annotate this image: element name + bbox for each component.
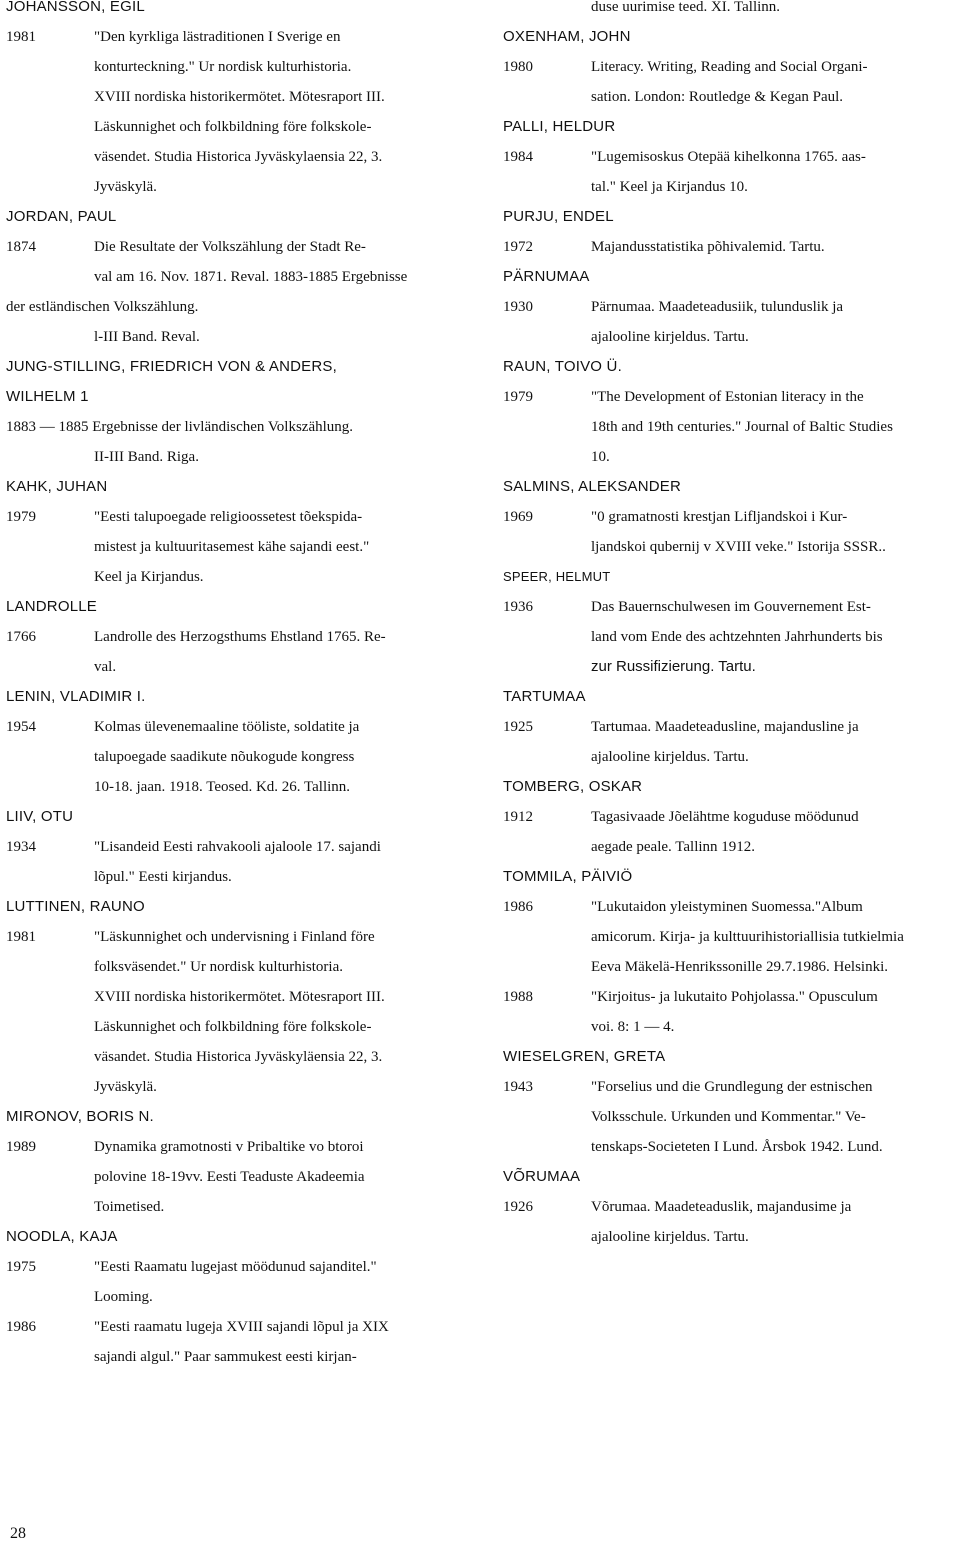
bibliography-entry xyxy=(6,1252,466,1282)
entry-continuation: väsandet. Studia Historica Jyväskyläensia 22, 3. xyxy=(94,1049,383,1065)
bibliography-entry xyxy=(6,502,466,532)
author-heading: LUTTINEN, RAUNO xyxy=(6,898,145,915)
entry-continuation: II-III Band. Riga. xyxy=(94,449,199,465)
bibliography-entry xyxy=(503,382,953,412)
bibliography-entry xyxy=(6,22,466,52)
bibliography-entry xyxy=(6,1132,466,1162)
entry-continuation: väsendet. Studia Historica Jyväskylaensia 22, 3. xyxy=(94,149,383,165)
entry-text: "Eesti raamatu lugeja XVIII sajandi lõpul ja XIX xyxy=(94,1319,389,1335)
entry-continuation: Volksschule. Urkunden und Kommentar." Ve- xyxy=(591,1109,866,1125)
entry-year: 1988 xyxy=(503,989,533,1005)
bibliography-entry xyxy=(503,232,953,262)
entry-text: "Eesti Raamatu lugejast möödunud sajanditel." xyxy=(94,1259,377,1275)
entry-text: "Forselius und die Grundlegung der estnischen xyxy=(591,1079,873,1095)
author-heading: OXENHAM, JOHN xyxy=(503,28,631,45)
entry-year: 1980 xyxy=(503,59,533,75)
bibliography-entry xyxy=(6,832,466,862)
entry-continuation: XVIII nordiska historikermötet. Mötesraport III. xyxy=(94,989,385,1005)
author-heading: MIRONOV, BORIS N. xyxy=(6,1108,154,1125)
left-column xyxy=(6,0,466,1372)
entry-continuation: ajalooline kirjeldus. Tartu. xyxy=(591,1229,749,1245)
entry-text: "Lisandeid Eesti rahvakooli ajaloole 17. sajandi xyxy=(94,839,381,855)
author-heading: TOMMILA, PÄIVIÖ xyxy=(503,868,633,885)
entry-year: 1912 xyxy=(503,809,533,825)
author-heading: SPEER, HELMUT xyxy=(503,569,611,584)
entry-year: 1986 xyxy=(503,899,533,915)
entry-year: 1972 xyxy=(503,239,533,255)
bibliography-entry xyxy=(503,292,953,322)
entry-continuation: Jyväskylä. xyxy=(94,1079,157,1095)
entry-text: "Läskunnighet och undervisning i Finland före xyxy=(94,929,375,945)
entry-text: "The Development of Estonian literacy in the xyxy=(591,389,864,405)
entry-year: 1926 xyxy=(503,1199,533,1215)
entry-continuation: tenskaps-Societeten I Lund. Årsbok 1942. Lund. xyxy=(591,1139,883,1155)
entry-text: Tartumaa. Maadeteadusline, majandusline ja xyxy=(591,719,859,735)
entry-continuation: val. xyxy=(94,659,117,675)
author-heading: LENIN, VLADIMIR I. xyxy=(6,688,146,705)
entry-text: Das Bauernschulwesen im Gouvernement Est- xyxy=(591,599,871,615)
entry-text: Tagasivaade Jõelähtme koguduse möödunud xyxy=(591,809,859,825)
entry-year: 1969 xyxy=(503,509,533,525)
entry-year: 1981 xyxy=(6,929,36,945)
entry-continuation: duse uurimise teed. XI. Tallinn. xyxy=(591,0,781,15)
entry-continuation: 10-18. jaan. 1918. Teosed. Kd. 26. Tallinn. xyxy=(94,779,351,795)
entry-continuation: 18th and 19th centuries." Journal of Baltic Studies xyxy=(591,419,893,435)
entry-continuation: aegade peale. Tallinn 1912. xyxy=(591,839,756,855)
entry-year: 1979 xyxy=(503,389,533,405)
entry-continuation: sation. London: Routledge & Kegan Paul. xyxy=(591,89,844,105)
bibliography-entry xyxy=(503,802,953,832)
bibliography-entry xyxy=(6,712,466,742)
entry-continuation: Toimetised. xyxy=(94,1199,165,1215)
bibliography-entry xyxy=(503,52,953,82)
bibliography-entry xyxy=(503,1192,953,1222)
entry-year: 1954 xyxy=(6,719,36,735)
entry-continuation: Eeva Mäkelä-Henrikssonille 29.7.1986. Helsinki. xyxy=(591,959,889,975)
entry-text: "Kirjoitus- ja lukutaito Pohjolassa." Opusculum xyxy=(591,989,878,1005)
entry-text: Pärnumaa. Maadeteadusiik, tulunduslik ja xyxy=(591,299,844,315)
author-heading: WIESELGREN, GRETA xyxy=(503,1048,666,1065)
bibliography-entry xyxy=(6,622,466,652)
bibliography-entry xyxy=(503,592,953,622)
entry-text: Võrumaa. Maadeteaduslik, majandusime ja xyxy=(591,1199,852,1215)
entry-continuation: lõpul." Eesti kirjandus. xyxy=(94,869,232,885)
bibliography-entry xyxy=(503,892,953,922)
entry-year: 1984 xyxy=(503,149,533,165)
entry-text: "Lugemisoskus Otepää kihelkonna 1765. aas- xyxy=(591,149,866,165)
entry-continuation: val am 16. Nov. 1871. Reval. 1883-1885 Ergebnisse xyxy=(94,269,408,285)
entry-year: 1936 xyxy=(503,599,533,615)
entry-continuation: ajalooline kirjeldus. Tartu. xyxy=(591,749,749,765)
entry-text: Kolmas ülevenemaaline tööliste, soldatite ja xyxy=(94,719,360,735)
entry-continuation: amicorum. Kirja- ja kulttuurihistoriallisia tutkielmia xyxy=(591,929,904,945)
entry-continuation: XVIII nordiska historikermötet. Mötesraport III. xyxy=(94,89,385,105)
entry-line: 1883 — 1885 Ergebnisse der livländischen Volkszählung. xyxy=(6,419,354,435)
author-heading: TOMBERG, OSKAR xyxy=(503,778,643,795)
author-heading: LIIV, OTU xyxy=(6,808,74,825)
entry-text: "Eesti talupoegade religioossetest tõekspida- xyxy=(94,509,363,525)
entry-year: 1930 xyxy=(503,299,533,315)
bibliography-entry xyxy=(503,142,953,172)
entry-year: 1925 xyxy=(503,719,533,735)
author-heading: JOHANSSON, EGIL xyxy=(6,0,145,15)
author-heading: LANDROLLE xyxy=(6,598,98,615)
entry-year: 1874 xyxy=(6,239,36,255)
entry-continuation: Läskunnighet och folkbildning före folkskole- xyxy=(94,119,372,135)
entry-line: der estländischen Volkszählung. xyxy=(6,299,199,315)
entry-text: Landrolle des Herzogsthums Ehstland 1765. Re- xyxy=(94,629,386,645)
entry-year: 1981 xyxy=(6,29,36,45)
entry-text: Majandusstatistika põhivalemid. Tartu. xyxy=(591,239,825,255)
entry-text: "Lukutaidon yleistyminen Suomessa."Album xyxy=(591,899,863,915)
bibliography-entry xyxy=(503,502,953,532)
entry-continuation: tal." Keel ja Kirjandus 10. xyxy=(591,179,748,195)
entry-continuation: sajandi algul." Paar sammukest eesti kirjan- xyxy=(94,1349,357,1365)
entry-year: 1943 xyxy=(503,1079,533,1095)
entry-year: 1934 xyxy=(6,839,36,855)
entry-text: Die Resultate der Volkszählung der Stadt Re- xyxy=(94,239,366,255)
author-heading: KAHK, JUHAN xyxy=(6,478,108,495)
entry-continuation: l-III Band. Reval. xyxy=(94,329,200,345)
entry-year: 1766 xyxy=(6,629,36,645)
entry-continuation: mistest ja kultuuritasemest kähe sajandi eest." xyxy=(94,539,370,555)
right-column xyxy=(503,0,953,1252)
author-heading: PURJU, ENDEL xyxy=(503,208,614,225)
entry-text: "0 gramatnosti krestjan Lifljandskoi i Kur- xyxy=(591,509,848,525)
author-heading: TARTUMAA xyxy=(503,688,586,705)
entry-continuation: ljandskoi qubernij v XVIII veke." Istorija SSSR.. xyxy=(591,539,886,555)
entry-continuation: talupoegade saadikute nõukogude kongress xyxy=(94,749,355,765)
bibliography-entry xyxy=(6,1312,466,1342)
page-number: 28 xyxy=(10,1525,26,1542)
entry-year: 1986 xyxy=(6,1319,36,1335)
author-heading: JORDAN, PAUL xyxy=(6,208,117,225)
entry-year: 1989 xyxy=(6,1139,36,1155)
bibliography-entry xyxy=(6,922,466,952)
author-heading: RAUN, TOIVO Ü. xyxy=(503,358,622,375)
entry-continuation: folksväsendet." Ur nordisk kulturhistoria. xyxy=(94,959,344,975)
entry-text: Literacy. Writing, Reading and Social Organi- xyxy=(591,59,868,75)
entry-text: "Den kyrkliga lästraditionen I Sverige en xyxy=(94,29,341,45)
entry-continuation: voi. 8: 1 — 4. xyxy=(591,1019,675,1035)
entry-continuation: land vom Ende des achtzehnten Jahrhunderts bis xyxy=(591,629,883,645)
entry-continuation: polovine 18-19vv. Eesti Teaduste Akadeemia xyxy=(94,1169,365,1185)
bibliography-entry xyxy=(6,232,466,262)
entry-continuation: Läskunnighet och folkbildning före folkskole- xyxy=(94,1019,372,1035)
author-heading: JUNG-STILLING, FRIEDRICH VON & ANDERS, xyxy=(6,358,337,375)
entry-continuation: Keel ja Kirjandus. xyxy=(94,569,204,585)
author-heading: PALLI, HELDUR xyxy=(503,118,616,135)
author-heading: NOODLA, KAJA xyxy=(6,1228,118,1245)
entry-year: 1979 xyxy=(6,509,36,525)
entry-continuation: Looming. xyxy=(94,1289,153,1305)
author-heading: SALMINS, ALEKSANDER xyxy=(503,478,682,495)
bibliography-entry xyxy=(503,712,953,742)
author-heading: WILHELM 1 xyxy=(6,388,89,405)
entry-continuation: 10. xyxy=(591,449,610,465)
bibliography-entry xyxy=(503,1072,953,1102)
author-heading: VÕRUMAA xyxy=(503,1168,581,1185)
entry-text: Dynamika gramotnosti v Pribaltike vo btoroi xyxy=(94,1139,364,1155)
entry-year: 1975 xyxy=(6,1259,36,1275)
author-heading: PÄRNUMAA xyxy=(503,268,590,285)
entry-continuation: zur Russifizierung. Tartu. xyxy=(591,658,756,675)
bibliography-entry xyxy=(503,982,953,1012)
entry-continuation: ajalooline kirjeldus. Tartu. xyxy=(591,329,749,345)
entry-continuation: Jyväskylä. xyxy=(94,179,157,195)
entry-continuation: konturteckning." Ur nordisk kulturhistoria. xyxy=(94,59,352,75)
